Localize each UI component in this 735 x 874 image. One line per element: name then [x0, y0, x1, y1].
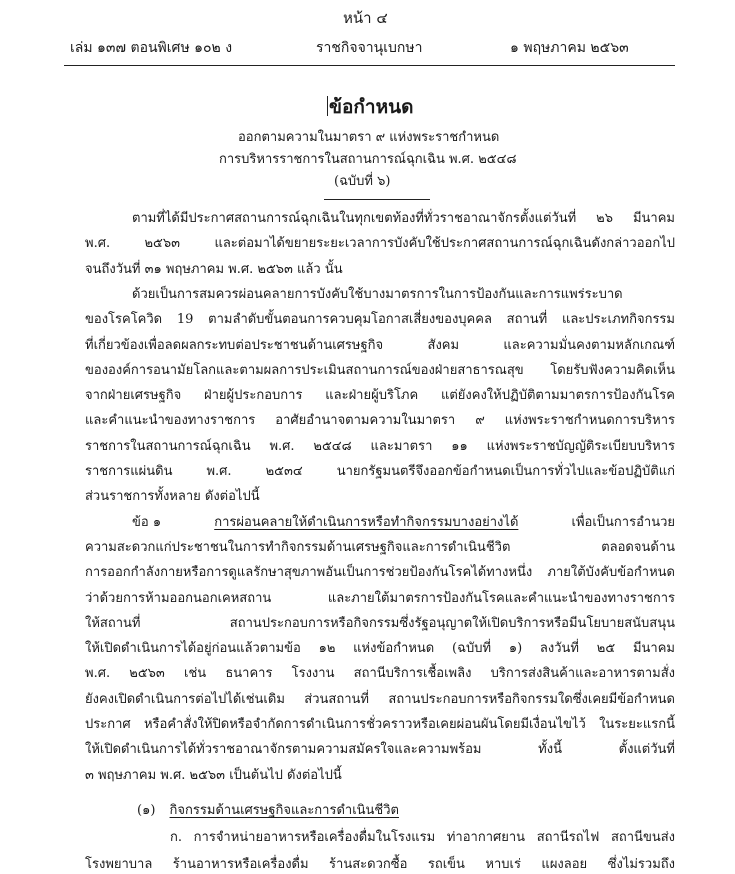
gazette-date: ๑ พฤษภาคม ๒๕๖๓: [510, 40, 629, 56]
clause-line: ให้เปิดดำเนินการได้อยู่ก่อนแล้วตามข้อ ๑๒ แห่งข้อกำหนด (ฉบับที่ ๑) ลงวันที่ ๒๕ มีนาคม: [85, 641, 675, 656]
document-title-text: ข้อกำหนด: [329, 96, 414, 118]
paragraph-line: ส่วนราชการทั้งหลาย ดังต่อไปนี้: [85, 489, 260, 504]
paragraph-line: ของโรคโควิด 19 ตามลำดับขั้นตอนการควบคุมโอกาสเสี่ยงของบุคคล สถานที่ และประเภทกิจกรรม: [85, 312, 675, 327]
subsection-1: [137, 799, 399, 820]
paragraph-line: ที่เกี่ยวข้องเพื่อลดผลกระทบต่อประชาชนด้านเศรษฐกิจ สังคม และความมั่นคงตามหลักเกณฑ์: [85, 338, 675, 353]
item-a-line: โรงพยาบาล ร้านอาหารหรือเครื่องดื่ม ร้านสะดวกซื้อ รถเข็น หาบเร่ แผงลอย ซึ่งไม่รวมถึง: [85, 857, 675, 872]
paragraph-line: ขององค์การอนามัยโลกและตามผลการประเมินสถานการณ์ของฝ่ายสาธารณสุข โดยรับฟังความคิดเห็น: [85, 363, 675, 378]
item-a-line: ก. การจำหน่ายอาหารหรือเครื่องดื่มในโรงแรม ท่าอากาศยาน สถานีรถไฟ สถานีขนส่ง: [170, 830, 675, 845]
clause-line: ประกาศ หรือคำสั่งให้ปิดหรือจำกัดการดำเนินการชั่วคราวหรือเคยผ่อนผันโดยมีเงื่อนไขไว้ ในระยะแรกนี้: [85, 717, 675, 732]
subsection-number: (๑): [137, 803, 156, 818]
clause-line: ว่าด้วยการห้ามออกนอกเคหสถาน และภายใต้มาตรการป้องกันโรคและคำแนะนำของทางราชการ: [85, 591, 675, 606]
paragraph-line: ตามที่ได้มีประกาศสถานการณ์ฉุกเฉินในทุกเขตท้องที่ทั่วราชอาณาจักรตั้งแต่วันที่ ๒๖ มีนาคม: [132, 211, 675, 226]
paragraph-line: ด้วยเป็นการสมควรผ่อนคลายการบังคับใช้บางมาตรการในการป้องกันและการแพร่ระบาด: [132, 287, 623, 302]
clause-line: ให้เปิดดำเนินการได้ทั่วราชอาณาจักรตามความสมัครใจและความพร้อม ทั้งนี้ ตั้งแต่วันที่: [85, 742, 675, 757]
clause-heading: การผ่อนคลายให้ดำเนินการหรือทำกิจกรรมบางอย่างได้: [214, 515, 519, 530]
clause-first-line-text: เพื่อเป็นการอำนวย: [571, 515, 675, 530]
clause-line: ยังคงเปิดดำเนินการต่อไปได้เช่นเดิม ส่วนสถานที่ สถานประกอบการหรือกิจกรรมใดซึ่งเคยมีข้อกำหนด: [85, 692, 675, 707]
subsection-heading: กิจกรรมด้านเศรษฐกิจและการดำเนินชีวิต: [169, 803, 399, 818]
paragraph-line: จนถึงวันที่ ๓๑ พฤษภาคม พ.ศ. ๒๕๖๓ แล้ว นั้น: [85, 262, 343, 277]
paragraph-line: พ.ศ. ๒๕๖๓ และต่อมาได้ขยายระยะเวลาการบังคับใช้ประกาศสถานการณ์ฉุกเฉินดังกล่าวออกไป: [85, 236, 675, 251]
paragraph-line: ราชการแผ่นดิน พ.ศ. ๒๕๓๔ นายกรัฐมนตรีจึงออกข้อกำหนดเป็นการทั่วไปและข้อปฏิบัติแก่: [85, 464, 675, 479]
subtitle-line-1: ออกตามความในมาตรา ๙ แห่งพระราชกำหนด: [238, 130, 500, 145]
page-number: หน้า ๔: [343, 9, 388, 27]
clause-line: ความสะดวกแก่ประชาชนในการทำกิจกรรมด้านเศรษฐกิจและการดำเนินชีวิต ตลอดจนด้าน: [85, 540, 675, 555]
clause-line: ให้สถานที่ สถานประกอบการหรือกิจกรรมซึ่งรัฐอนุญาตให้เปิดบริการหรือมีนโยบายสนับสนุน: [85, 616, 675, 631]
paragraph-line: และคำแนะนำของทางราชการ อาศัยอำนาจตามความในมาตรา ๙ แห่งพระราชกำหนดการบริหาร: [85, 413, 675, 428]
clause-line: ๓ พฤษภาคม พ.ศ. ๒๕๖๓ เป็นต้นไป ดังต่อไปนี้: [85, 768, 342, 783]
gazette-volume-issue: เล่ม ๑๓๗ ตอนพิเศษ ๑๐๒ ง: [70, 40, 233, 56]
paragraph-line: ราชการในสถานการณ์ฉุกเฉิน พ.ศ. ๒๕๔๘ และมาตรา ๑๑ แห่งพระราชบัญญัติระเบียบบริหาร: [85, 439, 675, 454]
clause-line: พ.ศ. ๒๕๖๓ เช่น ธนาคาร โรงงาน สถานีบริการเชื้อเพลิง บริการส่งสินค้าและอาหารตามสั่ง: [85, 666, 675, 681]
gazette-name: ราชกิจจานุเบกษา: [316, 40, 423, 56]
subtitle-line-3: (ฉบับที่ ๖): [334, 174, 391, 189]
clause-number: ข้อ ๑: [132, 515, 162, 530]
paragraph-line: จากฝ่ายเศรษฐกิจ ฝ่ายผู้ประกอบการ และฝ่ายผู้บริโภค แต่ยังคงให้ปฏิบัติตามมาตรการป้องกันโรค: [85, 388, 675, 403]
subtitle-line-2: การบริหารราชการในสถานการณ์ฉุกเฉิน พ.ศ. ๒๕๔๘: [219, 152, 517, 167]
clause-line: การออกกำลังกายหรือการดูแลรักษาสุขภาพอันเป็นการช่วยป้องกันโรคได้ทางหนึ่ง ภายใต้บังคับข้อกำหนด: [85, 565, 675, 580]
